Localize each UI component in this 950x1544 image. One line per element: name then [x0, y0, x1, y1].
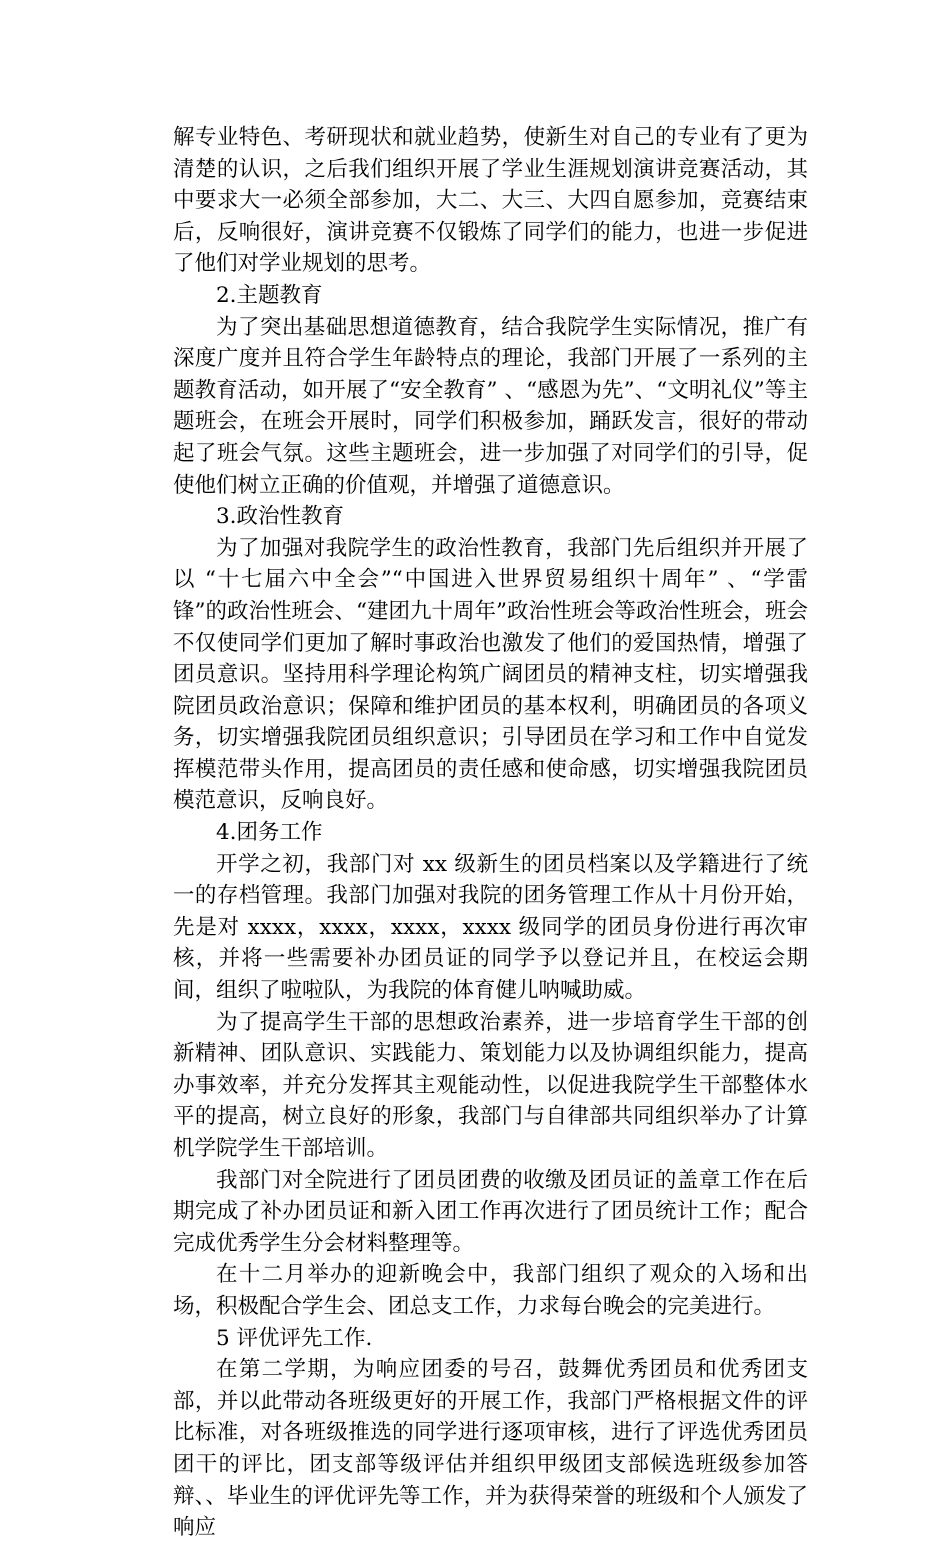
section-paragraph: 在十二月举办的迎新晚会中，我部门组织了观众的入场和出场，积极配合学生会、团总支工作，力求每台晚会的完美进行。: [173, 1262, 808, 1319]
section-paragraph: 我部门对全院进行了团员团费的收缴及团员证的盖章工作在后期完成了补办团员证和新入团工作再次进行了团员统计工作；配合完成优秀学生分会材料整理等。: [173, 1167, 808, 1256]
section-heading-theme-education: 2.主题教育: [216, 282, 323, 308]
section-heading-awards: 5 评优评先工作.: [216, 1325, 373, 1351]
intro-paragraph: 解专业特色、考研现状和就业趋势，使新生对自己的专业有了更为清楚的认识，之后我们组织开展了学业生涯规划演讲竞赛活动，其中要求大一必须全部参加，大二、大三、大四自愿参加，竞赛结束后，反响很好，演讲竞赛不仅锻炼了同学们的能力，也进一步促进了他们对学业规划的思考。: [173, 125, 808, 277]
section-heading-league-affairs: 4.团务工作: [216, 820, 323, 846]
section-paragraph: 为了加强对我院学生的政治性教育，我部门先后组织并开展了以 “十七届六中全会”“中国进入世界贸易组织十周年” 、“学雷锋”的政治性班会、“建团九十周年”政治性班会等政治性班会，班会不仅使同学们更加了解时事政治也激发了他们的爱国热情，增强了团员意识。坚持用科学理论构筑广阔团员的精神支柱，切实增强我院团员政治意识；保障和维护团员的基本权利，明确团员的各项义务，切实增强我院团员组织意识；引导团员在学习和工作中自觉发挥模范带头作用，提高团员的责任感和使命感，切实增强我院团员模范意识，反响良好。: [173, 535, 808, 814]
section-paragraph: 在第二学期，为响应团委的号召，鼓舞优秀团员和优秀团支部，并以此带动各班级更好的开展工作，我部门严格根据文件的评比标准，对各班级推选的同学进行逐项审核，进行了评选优秀团员团干的评比，团支部等级评估并组织甲级团支部候选班级参加答辩、、毕业生的评优评先等工作，并为获得荣誉的班级和个人颁发了响应: [173, 1357, 808, 1541]
section-paragraph: 为了提高学生干部的思想政治素养，进一步培育学生干部的创新精神、团队意识、实践能力、策划能力以及协调组织能力，提高办事效率，并充分发挥其主观能动性，以促进我院学生干部整体水平的提高，树立良好的形象，我部门与自律部共同组织举办了计算机学院学生干部培训。: [173, 1009, 808, 1161]
section-paragraph: 开学之初，我部门对 xx 级新生的团员档案以及学籍进行了统一的存档管理。我部门加强对我院的团务管理工作从十月份开始，先是对 xxxx，xxxx，xxxx，xxxx 级同学的团员身份进行再次审核，并将一些需要补办团员证的同学予以登记并且，在校运会期间，组织了啦啦队，为我院的体育健儿呐喊助威。: [173, 851, 808, 1004]
section-heading-political-education: 3.政治性教育: [216, 504, 345, 530]
section-paragraph: 为了突出基础思想道德教育，结合我院学生实际情况，推广有深度广度并且符合学生年龄特点的理论，我部门开展了一系列的主题教育活动，如开展了“安全教育” 、“感恩为先”、“文明礼仪”等主题班会，在班会开展时，同学们积极参加，踊跃发言，很好的带动起了班会气氛。这些主题班会，进一步加强了对同学们的引导，促使他们树立正确的价值观，并增强了道德意识。: [173, 314, 808, 498]
document-body: [173, 122, 808, 1544]
